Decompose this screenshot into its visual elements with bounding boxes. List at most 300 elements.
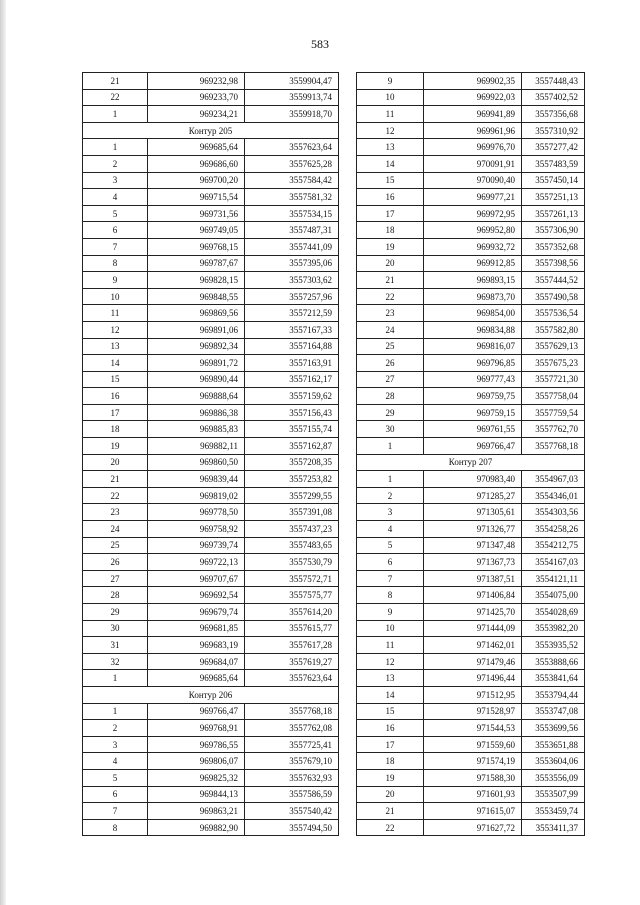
y-coordinate: 3557162,17: [245, 371, 339, 388]
point-number: 15: [83, 371, 148, 388]
point-number: 15: [357, 172, 424, 189]
point-number: 2: [83, 720, 148, 737]
point-number: 7: [83, 803, 148, 820]
x-coordinate: 971367,73: [424, 554, 522, 571]
table-row: [83, 371, 339, 388]
table-row: [357, 89, 585, 106]
point-number: 21: [83, 471, 148, 488]
table-row: [357, 653, 585, 670]
table-row: [83, 438, 339, 455]
point-number: 6: [83, 222, 148, 239]
point-number: 14: [357, 686, 424, 703]
y-coordinate: 3557163,91: [245, 355, 339, 372]
table-row: [357, 73, 585, 90]
y-coordinate: 3557494,50: [245, 819, 339, 836]
x-coordinate: 969825,32: [148, 769, 245, 786]
point-number: 17: [357, 736, 424, 753]
y-coordinate: 3557483,59: [522, 155, 585, 172]
table-row: [357, 471, 585, 488]
table-row: [357, 537, 585, 554]
point-number: 11: [83, 305, 148, 322]
table-row: [83, 604, 339, 621]
point-number: 27: [357, 371, 424, 388]
x-coordinate: 969893,15: [424, 272, 522, 289]
table-row: [83, 637, 339, 654]
y-coordinate: 3557208,35: [245, 454, 339, 471]
x-coordinate: 969860,50: [148, 454, 245, 471]
point-number: 29: [83, 604, 148, 621]
x-coordinate: 969679,74: [148, 604, 245, 621]
point-number: 8: [357, 587, 424, 604]
table-row: [357, 786, 585, 803]
y-coordinate: 3557536,54: [522, 305, 585, 322]
point-number: 7: [83, 238, 148, 255]
y-coordinate: 3557212,59: [245, 305, 339, 322]
x-coordinate: 971462,01: [424, 637, 522, 654]
table-row: [357, 753, 585, 770]
x-coordinate: 970090,40: [424, 172, 522, 189]
table-row: [83, 321, 339, 338]
y-coordinate: 3557253,82: [245, 471, 339, 488]
y-coordinate: 3557530,79: [245, 554, 339, 571]
table-row: [83, 222, 339, 239]
y-coordinate: 3554075,00: [522, 587, 585, 604]
x-coordinate: 969778,50: [148, 504, 245, 521]
y-coordinate: 3557277,42: [522, 139, 585, 156]
table-row: [83, 803, 339, 820]
y-coordinate: 3557398,56: [522, 255, 585, 272]
x-coordinate: 969977,21: [424, 189, 522, 206]
table-row: [357, 189, 585, 206]
point-number: 20: [357, 255, 424, 272]
y-coordinate: 3557156,43: [245, 404, 339, 421]
y-coordinate: 3557762,70: [522, 421, 585, 438]
point-number: 22: [357, 288, 424, 305]
contour-header-row: [83, 122, 339, 139]
x-coordinate: 969816,07: [424, 338, 522, 355]
point-number: 17: [83, 404, 148, 421]
x-coordinate: 969890,44: [148, 371, 245, 388]
x-coordinate: 969882,90: [148, 819, 245, 836]
table-row: [357, 769, 585, 786]
coordinates-table-left: [82, 72, 339, 836]
point-number: 6: [83, 786, 148, 803]
table-row: [357, 504, 585, 521]
point-number: 2: [83, 155, 148, 172]
point-number: 7: [357, 570, 424, 587]
point-number: 24: [357, 321, 424, 338]
point-number: 16: [357, 189, 424, 206]
table-row: [357, 670, 585, 687]
x-coordinate: 969972,95: [424, 205, 522, 222]
point-number: 5: [83, 769, 148, 786]
point-number: 23: [83, 504, 148, 521]
table-row: [357, 321, 585, 338]
y-coordinate: 3557487,31: [245, 222, 339, 239]
point-number: 30: [83, 620, 148, 637]
x-coordinate: 969234,21: [148, 106, 245, 123]
table-row: [83, 521, 339, 538]
y-coordinate: 3557437,23: [245, 521, 339, 538]
point-number: 30: [357, 421, 424, 438]
x-coordinate: 969739,74: [148, 537, 245, 554]
table-row: [83, 554, 339, 571]
y-coordinate: 3554258,26: [522, 521, 585, 538]
table-row: [357, 404, 585, 421]
y-coordinate: 3557625,28: [245, 155, 339, 172]
table-row: [357, 272, 585, 289]
x-coordinate: 969796,85: [424, 355, 522, 372]
x-coordinate: 971588,30: [424, 769, 522, 786]
table-row: [83, 421, 339, 438]
table-row: [357, 703, 585, 720]
x-coordinate: 969888,64: [148, 388, 245, 405]
y-coordinate: 3557629,13: [522, 338, 585, 355]
coordinates-table-right: [356, 72, 585, 836]
point-number: 12: [83, 321, 148, 338]
point-number: 25: [83, 537, 148, 554]
point-number: 5: [357, 537, 424, 554]
x-coordinate: 971479,46: [424, 653, 522, 670]
x-coordinate: 969854,00: [424, 305, 522, 322]
x-coordinate: 969759,75: [424, 388, 522, 405]
y-coordinate: 3557444,52: [522, 272, 585, 289]
x-coordinate: 969685,64: [148, 139, 245, 156]
y-coordinate: 3557768,18: [245, 703, 339, 720]
table-row: [357, 305, 585, 322]
x-coordinate: 971601,93: [424, 786, 522, 803]
y-coordinate: 3559904,47: [245, 73, 339, 90]
point-number: 13: [357, 139, 424, 156]
y-coordinate: 3553747,08: [522, 703, 585, 720]
point-number: 10: [357, 89, 424, 106]
point-number: 9: [357, 73, 424, 90]
point-number: 25: [357, 338, 424, 355]
x-coordinate: 969766,47: [424, 438, 522, 455]
table-row: [357, 205, 585, 222]
table-row: [357, 122, 585, 139]
point-number: 19: [83, 438, 148, 455]
x-coordinate: 969922,03: [424, 89, 522, 106]
point-number: 8: [83, 819, 148, 836]
table-row: [83, 819, 339, 836]
contour-header-row: [357, 454, 585, 471]
point-number: 12: [357, 653, 424, 670]
y-coordinate: 3557759,54: [522, 404, 585, 421]
point-number: 12: [357, 122, 424, 139]
x-coordinate: 969844,13: [148, 786, 245, 803]
point-number: 6: [357, 554, 424, 571]
table-row: [83, 172, 339, 189]
y-coordinate: 3557762,08: [245, 720, 339, 737]
point-number: 10: [83, 288, 148, 305]
x-coordinate: 969768,91: [148, 720, 245, 737]
point-number: 9: [357, 604, 424, 621]
table-row: [357, 736, 585, 753]
y-coordinate: 3557303,62: [245, 272, 339, 289]
x-coordinate: 969892,34: [148, 338, 245, 355]
table-row: [83, 487, 339, 504]
point-number: 3: [83, 172, 148, 189]
point-number: 22: [83, 89, 148, 106]
contour-header-row: [83, 686, 339, 703]
x-coordinate: 969941,89: [424, 106, 522, 123]
y-coordinate: 3557159,62: [245, 388, 339, 405]
y-coordinate: 3553556,09: [522, 769, 585, 786]
y-coordinate: 3553604,06: [522, 753, 585, 770]
y-coordinate: 3557623,64: [245, 670, 339, 687]
x-coordinate: 971444,09: [424, 620, 522, 637]
table-row: [357, 255, 585, 272]
table-row: [83, 355, 339, 372]
x-coordinate: 971305,61: [424, 504, 522, 521]
point-number: 13: [357, 670, 424, 687]
point-number: 1: [357, 438, 424, 455]
table-row: [357, 371, 585, 388]
y-coordinate: 3557675,23: [522, 355, 585, 372]
point-number: 15: [357, 703, 424, 720]
x-coordinate: 971285,27: [424, 487, 522, 504]
table-row: [357, 720, 585, 737]
point-number: 19: [357, 238, 424, 255]
table-row: [357, 487, 585, 504]
point-number: 1: [83, 703, 148, 720]
y-coordinate: 3554121,11: [522, 570, 585, 587]
point-number: 1: [83, 106, 148, 123]
point-number: 5: [83, 205, 148, 222]
table-row: [357, 238, 585, 255]
point-number: 8: [83, 255, 148, 272]
y-coordinate: 3554346,01: [522, 487, 585, 504]
x-coordinate: 969758,92: [148, 521, 245, 538]
point-number: 18: [83, 421, 148, 438]
point-number: 4: [357, 521, 424, 538]
y-coordinate: 3557584,42: [245, 172, 339, 189]
x-coordinate: 969681,85: [148, 620, 245, 637]
table-row: [83, 769, 339, 786]
y-coordinate: 3557534,15: [245, 205, 339, 222]
y-coordinate: 3553794,44: [522, 686, 585, 703]
point-number: 3: [357, 504, 424, 521]
y-coordinate: 3557721,30: [522, 371, 585, 388]
x-coordinate: 969873,70: [424, 288, 522, 305]
y-coordinate: 3557261,13: [522, 205, 585, 222]
table-row: [83, 703, 339, 720]
table-row: [83, 89, 339, 106]
point-number: 9: [83, 272, 148, 289]
y-coordinate: 3554967,03: [522, 471, 585, 488]
x-coordinate: 969684,07: [148, 653, 245, 670]
table-row: [83, 471, 339, 488]
x-coordinate: 970091,91: [424, 155, 522, 172]
table-row: [83, 73, 339, 90]
x-coordinate: 969819,02: [148, 487, 245, 504]
table-row: [357, 587, 585, 604]
x-coordinate: 969863,21: [148, 803, 245, 820]
y-coordinate: 3557391,08: [245, 504, 339, 521]
table-row: [357, 819, 585, 836]
point-number: 21: [357, 803, 424, 820]
y-coordinate: 3559913,74: [245, 89, 339, 106]
contour-title: Контур 207: [357, 454, 585, 471]
contour-title: Контур 206: [83, 686, 339, 703]
table-row: [83, 205, 339, 222]
y-coordinate: 3557164,88: [245, 338, 339, 355]
x-coordinate: 969961,96: [424, 122, 522, 139]
x-coordinate: 971627,72: [424, 819, 522, 836]
table-row: [357, 421, 585, 438]
x-coordinate: 969912,85: [424, 255, 522, 272]
y-coordinate: 3557540,42: [245, 803, 339, 820]
x-coordinate: 969685,64: [148, 670, 245, 687]
y-coordinate: 3557619,27: [245, 653, 339, 670]
point-number: 14: [83, 355, 148, 372]
point-number: 22: [83, 487, 148, 504]
y-coordinate: 3559918,70: [245, 106, 339, 123]
y-coordinate: 3557167,33: [245, 321, 339, 338]
table-row: [357, 686, 585, 703]
y-coordinate: 3554212,75: [522, 537, 585, 554]
x-coordinate: 969768,15: [148, 238, 245, 255]
point-number: 27: [83, 570, 148, 587]
y-coordinate: 3557395,06: [245, 255, 339, 272]
table-row: [357, 554, 585, 571]
y-coordinate: 3557441,09: [245, 238, 339, 255]
x-coordinate: 971496,44: [424, 670, 522, 687]
x-coordinate: 970983,40: [424, 471, 522, 488]
y-coordinate: 3557483,65: [245, 537, 339, 554]
point-number: 28: [83, 587, 148, 604]
point-number: 21: [83, 73, 148, 90]
x-coordinate: 971326,77: [424, 521, 522, 538]
scan-edge: [0, 0, 6, 905]
point-number: 28: [357, 388, 424, 405]
y-coordinate: 3557586,59: [245, 786, 339, 803]
table-row: [357, 222, 585, 239]
y-coordinate: 3553651,88: [522, 736, 585, 753]
point-number: 17: [357, 205, 424, 222]
y-coordinate: 3554028,69: [522, 604, 585, 621]
point-number: 1: [83, 139, 148, 156]
x-coordinate: 969686,60: [148, 155, 245, 172]
point-number: 13: [83, 338, 148, 355]
table-row: [83, 786, 339, 803]
y-coordinate: 3557310,92: [522, 122, 585, 139]
y-coordinate: 3553888,66: [522, 653, 585, 670]
y-coordinate: 3557614,20: [245, 604, 339, 621]
y-coordinate: 3557450,14: [522, 172, 585, 189]
x-coordinate: 969891,72: [148, 355, 245, 372]
y-coordinate: 3557581,32: [245, 189, 339, 206]
point-number: 1: [357, 471, 424, 488]
y-coordinate: 3557572,71: [245, 570, 339, 587]
x-coordinate: 969869,56: [148, 305, 245, 322]
x-coordinate: 969786,55: [148, 736, 245, 753]
y-coordinate: 3553699,56: [522, 720, 585, 737]
y-coordinate: 3557768,18: [522, 438, 585, 455]
point-number: 26: [83, 554, 148, 571]
x-coordinate: 969806,07: [148, 753, 245, 770]
point-number: 1: [83, 670, 148, 687]
point-number: 16: [83, 388, 148, 405]
table-row: [83, 338, 339, 355]
y-coordinate: 3557725,41: [245, 736, 339, 753]
table-row: [357, 355, 585, 372]
table-row: [83, 106, 339, 123]
table-row: [357, 604, 585, 621]
x-coordinate: 971528,97: [424, 703, 522, 720]
x-coordinate: 971615,07: [424, 803, 522, 820]
x-coordinate: 971387,51: [424, 570, 522, 587]
page-number: 583: [311, 37, 329, 51]
point-number: 18: [357, 222, 424, 239]
table-row: [83, 753, 339, 770]
table-row: [357, 338, 585, 355]
table-row: [83, 404, 339, 421]
table-row: [357, 172, 585, 189]
x-coordinate: 969932,72: [424, 238, 522, 255]
table-row: [357, 637, 585, 654]
x-coordinate: 969976,70: [424, 139, 522, 156]
x-coordinate: 971574,19: [424, 753, 522, 770]
point-number: 29: [357, 404, 424, 421]
point-number: 24: [83, 521, 148, 538]
table-row: [83, 189, 339, 206]
table-row: [83, 653, 339, 670]
y-coordinate: 3553411,37: [522, 819, 585, 836]
point-number: 4: [83, 753, 148, 770]
table-row: [357, 139, 585, 156]
table-row: [83, 139, 339, 156]
y-coordinate: 3557251,13: [522, 189, 585, 206]
x-coordinate: 969787,67: [148, 255, 245, 272]
y-coordinate: 3557306,90: [522, 222, 585, 239]
point-number: 23: [357, 305, 424, 322]
x-coordinate: 969715,54: [148, 189, 245, 206]
x-coordinate: 971559,60: [424, 736, 522, 753]
table-row: [83, 305, 339, 322]
point-number: 20: [357, 786, 424, 803]
y-coordinate: 3557632,93: [245, 769, 339, 786]
x-coordinate: 969902,35: [424, 73, 522, 90]
x-coordinate: 969848,55: [148, 288, 245, 305]
y-coordinate: 3557299,55: [245, 487, 339, 504]
table-row: [83, 570, 339, 587]
x-coordinate: 969891,06: [148, 321, 245, 338]
y-coordinate: 3557155,74: [245, 421, 339, 438]
point-number: 19: [357, 769, 424, 786]
table-row: [357, 803, 585, 820]
y-coordinate: 3557615,77: [245, 620, 339, 637]
x-coordinate: 969722,13: [148, 554, 245, 571]
y-coordinate: 3553935,52: [522, 637, 585, 654]
x-coordinate: 969885,83: [148, 421, 245, 438]
x-coordinate: 969828,15: [148, 272, 245, 289]
point-number: 26: [357, 355, 424, 372]
x-coordinate: 969692,54: [148, 587, 245, 604]
point-number: 10: [357, 620, 424, 637]
point-number: 32: [83, 653, 148, 670]
point-number: 2: [357, 487, 424, 504]
y-coordinate: 3553507,99: [522, 786, 585, 803]
x-coordinate: 969233,70: [148, 89, 245, 106]
y-coordinate: 3554303,56: [522, 504, 585, 521]
y-coordinate: 3557490,58: [522, 288, 585, 305]
y-coordinate: 3557352,68: [522, 238, 585, 255]
y-coordinate: 3553459,74: [522, 803, 585, 820]
x-coordinate: 971512,95: [424, 686, 522, 703]
y-coordinate: 3557356,68: [522, 106, 585, 123]
